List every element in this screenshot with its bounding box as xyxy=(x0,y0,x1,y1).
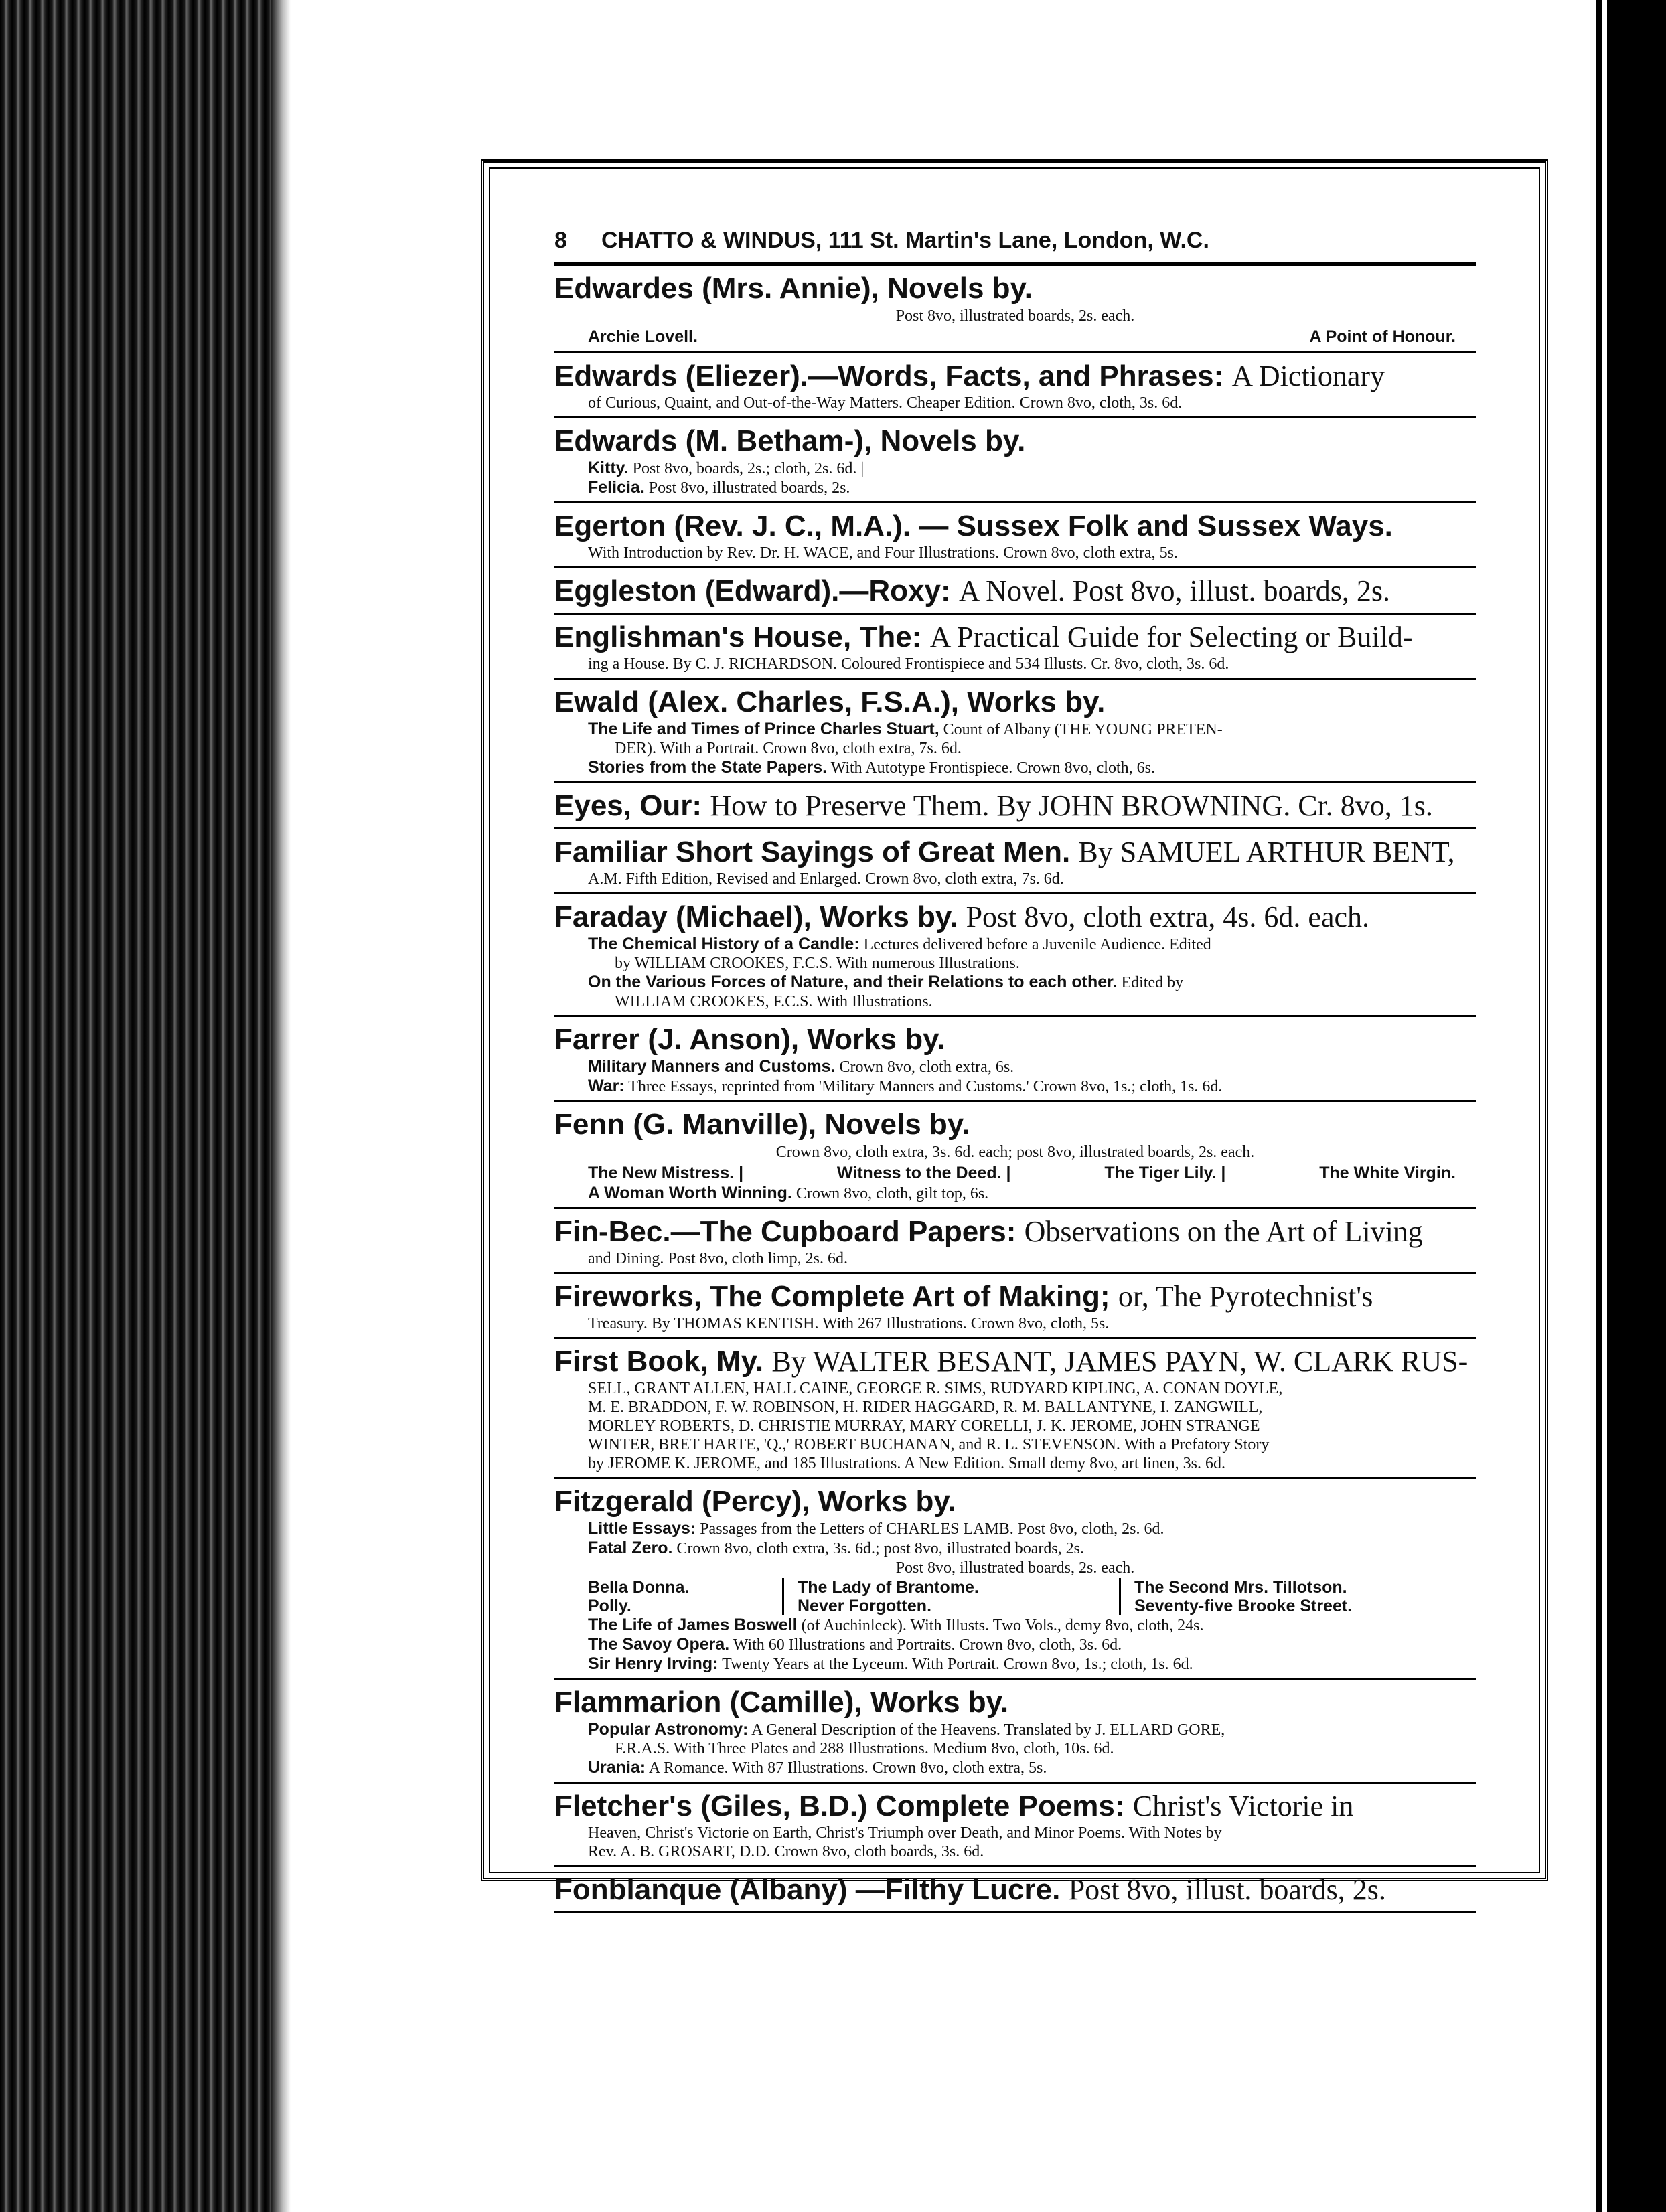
page-number: 8 xyxy=(554,228,567,253)
entry-heading xyxy=(554,1279,1476,1314)
author-heading: Eyes, Our: xyxy=(554,789,702,822)
format-note: Post 8vo, illustrated boards, 2s. each. xyxy=(895,307,1135,325)
author-heading: Edwards (M. Betham-), Novels by. xyxy=(554,424,1026,457)
work-detail: Post 8vo, illustrated boards, 2s. xyxy=(648,479,850,497)
work-title: Kitty. xyxy=(588,459,629,477)
work-detail: A General Description of the Heavens. Translated by J. ELLARD GORE, xyxy=(751,1721,1225,1739)
work-detail: With Autotype Frontispiece. Crown 8vo, cloth, 6s. xyxy=(830,759,1155,777)
format-note: Crown 8vo, cloth extra, 3s. 6d. each; post 8vo, illustrated boards, 2s. each. xyxy=(775,1143,1255,1161)
author-heading: Edwardes (Mrs. Annie), Novels by. xyxy=(554,272,1033,305)
novel-title: The Second Mrs. Tillotson. xyxy=(1134,1578,1347,1597)
heading-continuation: A Dictionary xyxy=(1231,360,1385,392)
entry-heading xyxy=(554,1873,1476,1907)
work-line xyxy=(554,1739,1476,1758)
author-heading: Egerton (Rev. J. C., M.A.). — Sussex Folk and Sussex Ways. xyxy=(554,509,1393,542)
author-heading: Faraday (Michael), Works by. xyxy=(554,900,958,933)
novel-title: Bella Donna. xyxy=(588,1578,690,1597)
entry-heading xyxy=(554,1484,1476,1519)
entry-heading xyxy=(554,359,1476,394)
catalogue-entry xyxy=(554,1102,1476,1209)
novel-title: Archie Lovell. xyxy=(588,327,698,346)
heading-continuation: Post 8vo, illust. boards, 2s. xyxy=(1068,1873,1386,1906)
novel-title: Never Forgotten. xyxy=(798,1597,932,1615)
work-line xyxy=(554,1519,1476,1538)
work-line xyxy=(554,935,1476,954)
work-line xyxy=(554,739,1476,758)
work-line xyxy=(554,758,1476,777)
entry-heading xyxy=(554,835,1476,870)
entry-heading xyxy=(554,789,1476,823)
catalogue-entry xyxy=(554,503,1476,568)
author-heading: Fletcher's (Giles, B.D.) Complete Poems: xyxy=(554,1790,1125,1822)
entry-heading xyxy=(554,509,1476,544)
author-heading: Fireworks, The Complete Art of Making; xyxy=(554,1280,1110,1313)
heading-continuation: By WALTER BESANT, JAMES PAYN, W. CLARK RUS- xyxy=(771,1345,1468,1378)
work-line xyxy=(554,1057,1476,1077)
author-heading: Englishman's House, The: xyxy=(554,621,922,653)
work-detail: WILLIAM CROOKES, F.C.S. With Illustrations. xyxy=(615,993,933,1010)
work-detail: Lectures delivered before a Juvenile Audience. Edited xyxy=(863,936,1211,953)
work-detail: With 60 Illustrations and Portraits. Crown 8vo, cloth, 3s. 6d. xyxy=(733,1636,1122,1654)
work-detail: Crown 8vo, cloth, gilt top, 6s. xyxy=(796,1185,989,1202)
entry-description: of Curious, Quaint, and Out-of-the-Way Matters. Cheaper Edition. Crown 8vo, cloth, 3s. 6d. xyxy=(588,394,1183,412)
work-line xyxy=(554,954,1476,973)
catalogue-entry xyxy=(554,1784,1476,1867)
heading-continuation: By SAMUEL ARTHUR BENT, xyxy=(1078,836,1455,868)
novel-title: The Tiger Lily. | xyxy=(1104,1164,1226,1182)
novel-title: The New Mistress. | xyxy=(588,1164,744,1182)
work-title: War: xyxy=(588,1077,625,1095)
author-heading: Eggleston (Edward).—Roxy: xyxy=(554,574,951,607)
author-heading: Fin-Bec.—The Cupboard Papers: xyxy=(554,1215,1016,1248)
work-detail: Post 8vo, boards, 2s.; cloth, 2s. 6d. | xyxy=(632,460,864,477)
author-heading: Familiar Short Sayings of Great Men. xyxy=(554,836,1071,868)
work-title: Felicia. xyxy=(588,478,645,497)
author-heading: Fenn (G. Manville), Novels by. xyxy=(554,1108,970,1141)
work-title: Fatal Zero. xyxy=(588,1538,673,1557)
work-title: A Woman Worth Winning. xyxy=(588,1184,792,1202)
work-title: Popular Astronomy: xyxy=(588,1720,749,1739)
heading-continuation: Observations on the Art of Living xyxy=(1024,1215,1423,1248)
work-title: Sir Henry Irving: xyxy=(588,1654,718,1673)
format-note: Post 8vo, illustrated boards, 2s. each. xyxy=(895,1559,1135,1577)
author-heading: Fonblanque (Albany) —Filthy Lucre. xyxy=(554,1873,1061,1906)
entry-heading xyxy=(554,574,1476,609)
novel-title: Seventy-five Brooke Street. xyxy=(1134,1597,1353,1615)
title-list xyxy=(554,326,1476,347)
author-heading: Farrer (J. Anson), Works by. xyxy=(554,1023,945,1056)
catalogue-entry xyxy=(554,1867,1476,1913)
catalogue-entry xyxy=(554,1017,1476,1102)
work-line xyxy=(554,1654,1476,1674)
entry-heading xyxy=(554,1685,1476,1720)
page-gutter xyxy=(271,0,291,2212)
right-edge-bar xyxy=(1607,0,1666,2212)
author-heading: Fitzgerald (Percy), Works by. xyxy=(554,1485,956,1518)
entries-list xyxy=(554,266,1476,1913)
author-heading: First Book, My. xyxy=(554,1345,764,1378)
novel-title: A Point of Honour. xyxy=(1309,327,1456,346)
heading-continuation: Post 8vo, cloth extra, 4s. 6d. each. xyxy=(966,900,1370,933)
entry-heading xyxy=(554,1022,1476,1057)
catalogue-entry xyxy=(554,1339,1476,1479)
work-detail: Passages from the Letters of CHARLES LAMB. Post 8vo, cloth, 2s. 6d. xyxy=(700,1520,1164,1538)
entry-description: Rev. A. B. GROSART, D.D. Crown 8vo, cloth boards, 3s. 6d. xyxy=(588,1843,984,1861)
entry-heading xyxy=(554,620,1476,655)
work-title: The Chemical History of a Candle: xyxy=(588,935,860,953)
work-detail: by WILLIAM CROOKES, F.C.S. With numerous Illustrations. xyxy=(615,955,1020,972)
heading-continuation: or, The Pyrotechnist's xyxy=(1118,1280,1373,1313)
work-line xyxy=(554,1077,1476,1096)
author-heading: Ewald (Alex. Charles, F.S.A.), Works by. xyxy=(554,686,1106,718)
entry-description: A.M. Fifth Edition, Revised and Enlarged. Crown 8vo, cloth extra, 7s. 6d. xyxy=(588,870,1064,888)
heading-continuation: How to Preserve Them. By JOHN BROWNING. Cr. 8vo, 1s. xyxy=(710,789,1433,822)
entry-heading xyxy=(554,685,1476,720)
title-column xyxy=(782,1578,1119,1615)
catalogue-entry xyxy=(554,353,1476,418)
entry-heading xyxy=(554,424,1476,459)
title-list xyxy=(554,1162,1476,1184)
work-title: Stories from the State Papers. xyxy=(588,758,828,777)
author-heading: Edwards (Eliezer).—Words, Facts, and Phrases: xyxy=(554,360,1224,392)
heading-continuation: A Practical Guide for Selecting or Build- xyxy=(929,621,1413,653)
catalogue-entry xyxy=(554,830,1476,894)
title-columns xyxy=(554,1578,1476,1615)
entry-heading xyxy=(554,1789,1476,1824)
right-edge-line xyxy=(1596,0,1602,2212)
entry-heading xyxy=(554,1107,1476,1142)
work-line xyxy=(554,459,1476,478)
entry-description: Heaven, Christ's Victorie on Earth, Christ's Triumph over Death, and Minor Poems. With Notes by xyxy=(588,1824,1222,1842)
work-line xyxy=(554,973,1476,992)
entry-heading xyxy=(554,1344,1476,1379)
book-edge xyxy=(0,0,281,2212)
work-detail: Crown 8vo, cloth extra, 6s. xyxy=(839,1058,1014,1076)
publisher-line: CHATTO & WINDUS, 111 St. Martin's Lane, London, W.C. xyxy=(601,228,1209,253)
catalogue-entry xyxy=(554,615,1476,680)
catalogue-entry xyxy=(554,783,1476,830)
work-line xyxy=(554,1720,1476,1739)
catalogue-entry xyxy=(554,1209,1476,1274)
entry-heading xyxy=(554,271,1476,306)
entry-description: ing a House. By C. J. RICHARDSON. Coloured Frontispiece and 534 Illusts. Cr. 8vo, cloth, 3s. 6d. xyxy=(588,655,1229,673)
entry-description: SELL, GRANT ALLEN, HALL CAINE, GEORGE R. SIMS, RUDYARD KIPLING, A. CONAN DOYLE, xyxy=(588,1380,1283,1397)
catalogue-page xyxy=(554,228,1476,1913)
catalogue-entry xyxy=(554,1680,1476,1784)
catalogue-entry xyxy=(554,568,1476,615)
entry-description: Treasury. By THOMAS KENTISH. With 267 Illustrations. Crown 8vo, cloth, 5s. xyxy=(588,1315,1110,1332)
title-column xyxy=(588,1578,782,1615)
novel-title: Witness to the Deed. | xyxy=(836,1164,1011,1182)
work-line xyxy=(554,1758,1476,1778)
work-title: The Life of James Boswell xyxy=(588,1615,798,1634)
work-title: The Life and Times of Prince Charles Stuart, xyxy=(588,720,939,738)
work-title: The Savoy Opera. xyxy=(588,1635,730,1654)
catalogue-entry xyxy=(554,266,1476,353)
work-detail: Edited by xyxy=(1121,974,1184,992)
novel-title: The White Virgin. xyxy=(1319,1164,1456,1182)
entry-description: WINTER, BRET HARTE, 'Q.,' ROBERT BUCHANAN, and R. L. STEVENSON. With a Prefatory Story xyxy=(588,1436,1270,1453)
entry-description: and Dining. Post 8vo, cloth limp, 2s. 6d. xyxy=(588,1250,848,1267)
catalogue-entry xyxy=(554,894,1476,1017)
catalogue-entry xyxy=(554,680,1476,783)
work-line xyxy=(554,478,1476,497)
work-line xyxy=(554,720,1476,739)
catalogue-entry xyxy=(554,1479,1476,1680)
work-detail: Twenty Years at the Lyceum. With Portrait. Crown 8vo, 1s.; cloth, 1s. 6d. xyxy=(722,1656,1193,1673)
entry-heading xyxy=(554,1214,1476,1249)
running-head xyxy=(554,228,1476,266)
work-line xyxy=(554,992,1476,1011)
work-line xyxy=(554,1615,1476,1635)
title-column xyxy=(1119,1578,1365,1615)
work-title: Little Essays: xyxy=(588,1519,696,1538)
catalogue-entry xyxy=(554,418,1476,503)
work-detail: (of Auchinleck). With Illusts. Two Vols., demy 8vo, cloth, 24s. xyxy=(801,1617,1204,1634)
work-line xyxy=(554,1184,1476,1203)
entry-description: With Introduction by Rev. Dr. H. WACE, and Four Illustrations. Crown 8vo, cloth extra, 5s. xyxy=(588,544,1178,562)
novel-title: Polly. xyxy=(588,1597,631,1615)
work-title: Urania: xyxy=(588,1758,646,1777)
work-detail: Crown 8vo, cloth extra, 3s. 6d.; post 8vo, illustrated boards, 2s. xyxy=(676,1540,1085,1557)
entry-description: MORLEY ROBERTS, D. CHRISTIE MURRAY, MARY CORELLI, J. K. JEROME, JOHN STRANGE xyxy=(588,1417,1260,1435)
author-heading: Flammarion (Camille), Works by. xyxy=(554,1686,1009,1719)
work-detail: Three Essays, reprinted from 'Military Manners and Customs.' Crown 8vo, 1s.; cloth, 1s. 6d. xyxy=(628,1078,1223,1095)
catalogue-entry xyxy=(554,1274,1476,1339)
work-line xyxy=(554,1538,1476,1558)
work-line xyxy=(554,1635,1476,1654)
work-detail: F.R.A.S. With Three Plates and 288 Illustrations. Medium 8vo, cloth, 10s. 6d. xyxy=(615,1740,1114,1757)
heading-continuation: A Novel. Post 8vo, illust. boards, 2s. xyxy=(958,574,1390,607)
work-detail: DER). With a Portrait. Crown 8vo, cloth extra, 7s. 6d. xyxy=(615,740,962,757)
work-detail: A Romance. With 87 Illustrations. Crown 8vo, cloth extra, 5s. xyxy=(648,1759,1047,1777)
entry-description: M. E. BRADDON, F. W. ROBINSON, H. RIDER HAGGARD, R. M. BALLANTYNE, I. ZANGWILL, xyxy=(588,1399,1263,1416)
work-detail: Count of Albany (THE YOUNG PRETEN- xyxy=(943,721,1223,738)
heading-continuation: Christ's Victorie in xyxy=(1132,1790,1354,1822)
entry-heading xyxy=(554,900,1476,935)
work-title: On the Various Forces of Nature, and their Relations to each other. xyxy=(588,973,1118,992)
work-title: Military Manners and Customs. xyxy=(588,1057,836,1076)
novel-title: The Lady of Brantome. xyxy=(798,1578,979,1597)
entry-description: by JEROME K. JEROME, and 185 Illustrations. A New Edition. Small demy 8vo, art linen, 3s. 6d. xyxy=(588,1455,1225,1472)
